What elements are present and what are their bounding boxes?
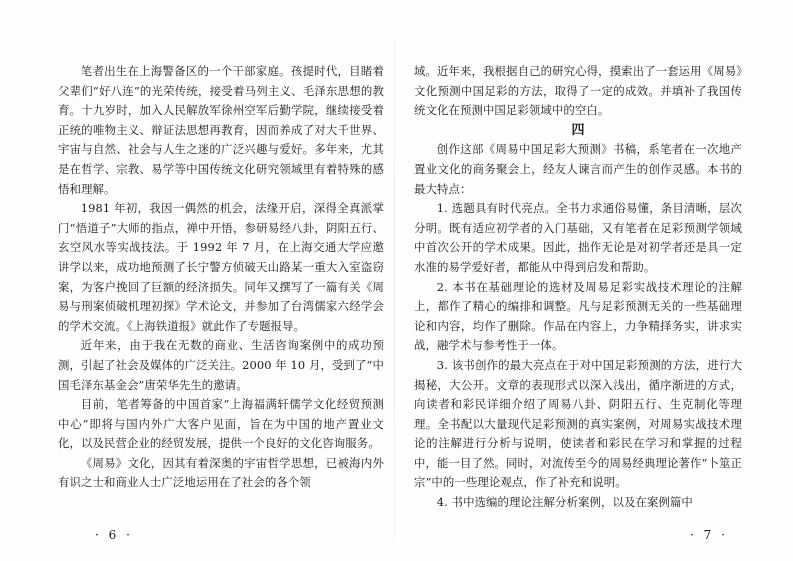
paragraph: 1981 年初，我因一偶然的机会，法缘开启，深得全真派掌门“悟道子”大师的指点，禅中开悟，参研易经八卦，阴阳五行、玄空风水等实战技法。于 1992 年 7 月，在上海交通大学应邀讲学以来，成功地预测了长宁警方侦破天山路某一重大入室盗窃案，为客户挽回了巨额的经济损失。同年又撰写了一篇有关《周易与刑案侦破机理初探》学术论文，并参加了台湾儒家六经学会的学术交流。《上海铁道报》就此作了专题报导。: [58, 201, 384, 333]
paragraph: 3. 该书创作的最大亮点在于对中国足彩预测的方法，进行大揭秘，大公开。文章的表现形式以深入浅出，循序渐进的方式，向读者和彩民详细介绍了周易八卦、阴阳五行、生克制化等理理。全书配以大量现代足彩预测的真实案例，对周易实战技术理论的注解进行分析与说明，使读者和彩民在学习和掌握的过程中，能一目了然。同时，对流传至今的周易经典理论著作“卜筮正宗”中的一些理论观点，作了补充和说明。: [414, 357, 742, 490]
paragraph: 2. 本书在基础理论的选材及周易足彩实战技术理论的注解上，都作了精心的编排和调整。凡与足彩预测无关的一些基础理论和内容，均作了删除。作品在内容上，力争精择务实，讲求实战，融学术与参考性于一体。: [414, 279, 742, 353]
paragraph: 笔者出生在上海警备区的一个干部家庭。孩提时代，目睹着父辈们“好八连”的光荣传统，接受着马列主义、毛泽东思想的教育。十九岁时，加入人民解放军徐州空军后勤学院，继续接受着正统的唯物主义、辩证法思想再教育，因而养成了对大千世界、宇宙与自然、社会与人生之迷的广泛兴趣与爱好。多年来，尤其是在哲学、宗教、易学等中国传统文化研究领域里有着特殊的感悟和理解。: [58, 64, 384, 196]
continued-paragraph: 域。近年来，我根据自己的研究心得，摸索出了一套运用《周易》文化预测中国足彩的方法，取得了一定的成效。并填补了我国传统文化在预测中国足彩领域中的空白。: [414, 64, 742, 118]
paragraph: 4. 书中选编的理论注解分析案例，以及在案例篇中: [436, 495, 693, 510]
paragraph: 目前，笔者筹备的中国首家“上海福满轩儒学文化经贸预测中心”即将与国内外广大客户见面，旨在为中国的地产置业文化，以及民营企业的经贸发展，提供一个良好的文化咨询服务。: [58, 397, 384, 451]
right-page: [414, 62, 742, 513]
paragraph: 近年来，由于我在无数的商业、生活咨询案例中的成功预测，引起了社会及媒体的广泛关注。2000 年 10 月，受到了“中国毛泽东基金会”唐荣华先生的邀请。: [58, 338, 384, 392]
page-gutter: [394, 40, 395, 540]
page-number-right: · 7 ·: [690, 528, 728, 542]
page-number-left: · 6 ·: [95, 528, 133, 542]
left-page: [58, 62, 384, 493]
paragraph: 《周易》文化，因其有着深奥的宇宙哲学思想，已被海内外有识之士和商业人士广泛地运用在了社会的各个领: [58, 455, 384, 490]
paragraph: 1. 选题具有时代亮点。全书力求通俗易懂，条目清晰，层次分明。既有适应初学者的入门基础，又有笔者在足彩预测学领域中首次公开的学术成果。因此，拙作无论是对初学者还是具一定水准的易学爱好者，都能从中得到启发和帮助。: [414, 201, 742, 274]
section-heading: 四: [571, 122, 585, 138]
paragraph: 创作这部《周易中国足彩大预测》书稿，系笔者在一次地产置业文化的商务聚会上，经友人谏言而产生的创作灵感。本书的最大特点：: [414, 142, 742, 196]
